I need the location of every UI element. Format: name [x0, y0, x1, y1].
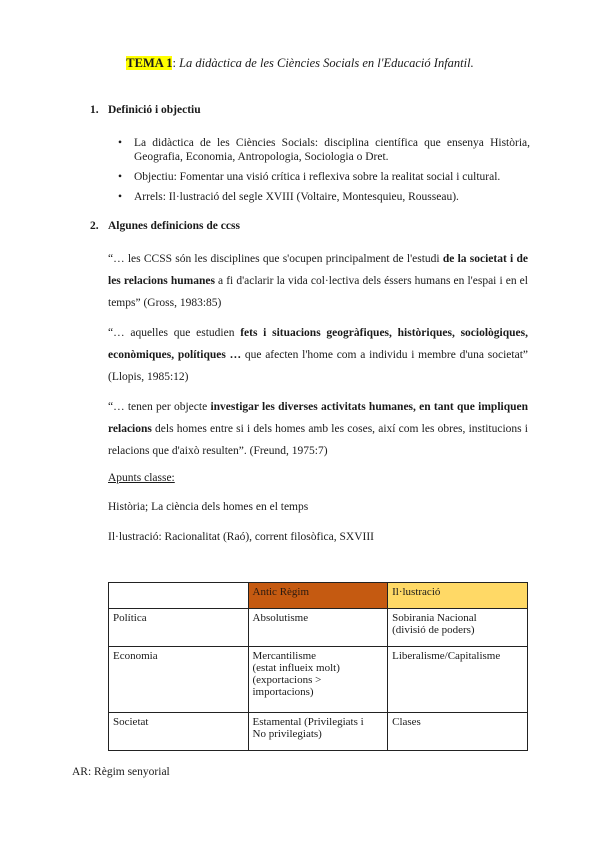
- table-row: [109, 647, 528, 713]
- notes-heading: Apunts classe:: [108, 472, 175, 484]
- section2-number: 2.: [90, 220, 99, 232]
- table-cell: Política: [109, 609, 249, 647]
- section1-title: Definició i objectiu: [108, 104, 201, 116]
- table-cell: Absolutisme: [248, 609, 388, 647]
- bullet-item: • Objectiu: Fomentar una visió crítica i reflexiva sobre la realitat social i cultural.: [110, 170, 530, 184]
- table-cell: Mercantilisme (estat influeix molt) (exportacions > importacions): [248, 647, 388, 713]
- section2-heading: [90, 220, 240, 232]
- title-label: TEMA 1: [126, 56, 173, 70]
- table-header-cell: [109, 583, 249, 609]
- quote3-text-end: dels homes entre si i dels homes amb les coses, així com les obres, institucions i relacions que d'això resulten”. (Freund, 1975:7): [108, 423, 528, 457]
- comparison-table: [108, 582, 528, 751]
- document-title: [0, 56, 600, 71]
- quote2-emphasis: fets i situacions geogràfiques, històriques, sociològiques, econòmiques, polítiques …: [108, 327, 528, 361]
- quote2-text-start: “… aquelles que estudien: [108, 327, 241, 339]
- bullet-item: • La didàctica de les Ciències Socials: disciplina científica que ensenya Història, Geografia, Economia, Antropologia, Sociologia o Dret.: [110, 136, 530, 164]
- table-cell: Economia: [109, 647, 249, 713]
- title-subtitle: La didàctica de les Ciències Socials en l'Educació Infantil.: [179, 56, 474, 70]
- section1-number: 1.: [90, 104, 99, 116]
- table-header-cell: Antic Règim: [248, 583, 388, 609]
- definition-quote-2: [108, 322, 528, 388]
- bullet-item: • Arrels: Il·lustració del segle XVIII (Voltaire, Montesquieu, Rousseau).: [110, 190, 530, 204]
- title-colon: :: [172, 56, 176, 70]
- quote3-emphasis: investigar les diverses activitats humanes, en tant que impliquen relacions: [108, 401, 528, 435]
- quote1-text-end: a fi d'aclarir la vida col·lectiva dels éssers humans en l'espai i en el temps” (Gross, 1983:85): [108, 275, 528, 309]
- section1-bullet-list: [110, 136, 530, 210]
- quote1-text-start: “… les CCSS són les disciplines que s'ocupen principalment de l'estudi: [108, 253, 443, 265]
- table-cell: Societat: [109, 713, 249, 751]
- table-header-cell: Il·lustració: [388, 583, 528, 609]
- notes-line-2: Il·lustració: Racionalitat (Raó), corrent filosòfica, SXVIII: [108, 531, 375, 543]
- quote1-emphasis: de la societat i de les relacions humanes: [108, 253, 528, 287]
- notes-line-1: Història; La ciència dels homes en el temps: [108, 501, 309, 513]
- table-row: [109, 609, 528, 647]
- table-header-row: [109, 583, 528, 609]
- table-cell: Clases: [388, 713, 528, 751]
- table-cell: Sobirania Nacional (divisió de poders): [388, 609, 528, 647]
- table-cell: Estamental (Privilegiats i No privilegiats): [248, 713, 388, 751]
- table-row: [109, 713, 528, 751]
- quote2-text-end: que afecten l'home com a individu i membre d'una societat” (Llopis, 1985:12): [108, 349, 528, 383]
- definition-quote-3: [108, 396, 528, 462]
- definition-quote-1: [108, 248, 528, 314]
- section2-title: Algunes definicions de ccss: [108, 220, 240, 232]
- footer-note: AR: Règim senyorial: [72, 766, 170, 778]
- table-cell: Liberalisme/Capitalisme: [388, 647, 528, 713]
- quote3-text-start: “… tenen per objecte: [108, 401, 211, 413]
- section1-heading: [90, 104, 201, 116]
